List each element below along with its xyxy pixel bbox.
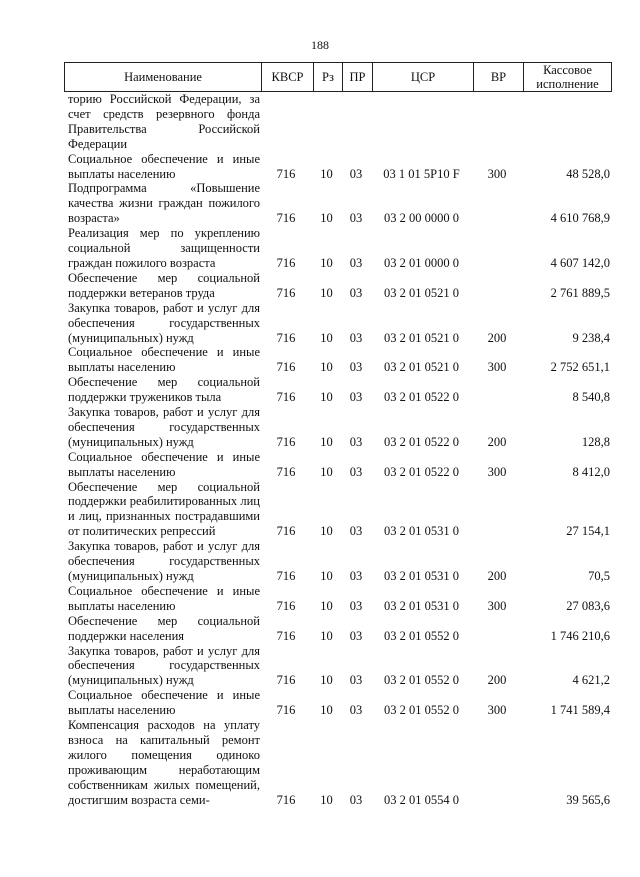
- table-row: [64, 271, 612, 301]
- row-rz: 10: [320, 792, 333, 807]
- row-pr: 03: [349, 524, 363, 539]
- table-row: [64, 539, 612, 584]
- row-vr: 300: [487, 703, 507, 718]
- row-rz: 10: [320, 285, 333, 300]
- row-kvsr: 716: [276, 434, 296, 449]
- row-name: Подпрограмма «Повышение качества жизни граждан пожилого возраста»: [68, 181, 260, 226]
- budget-table: [64, 62, 612, 808]
- row-sum: 70,5: [588, 569, 610, 583]
- row-pr: 03: [349, 464, 363, 479]
- row-vr: 200: [487, 330, 507, 345]
- row-sum: 27 083,6: [566, 598, 610, 613]
- row-sum: 8 540,8: [572, 390, 610, 405]
- row-kvsr: 716: [276, 524, 296, 539]
- row-sum: 2 752 651,1: [550, 360, 610, 375]
- row-kvsr: 716: [276, 598, 296, 613]
- row-sum: 1 746 210,6: [550, 628, 610, 643]
- row-csr: 03 2 01 0531 0: [384, 524, 459, 539]
- row-sum: 4 607 142,0: [550, 255, 610, 270]
- row-csr: 03 2 01 0522 0: [384, 390, 459, 405]
- row-kvsr: 716: [276, 464, 296, 479]
- row-pr: 03: [349, 569, 363, 583]
- row-csr: 03 2 01 0552 0: [384, 673, 459, 688]
- row-sum: 9 238,4: [572, 330, 610, 345]
- row-csr: 03 2 01 0521 0: [384, 285, 459, 300]
- row-kvsr: 716: [276, 211, 296, 226]
- row-csr: 03 2 01 0521 0: [384, 330, 459, 345]
- row-vr: 300: [487, 464, 507, 479]
- table-row: [64, 405, 612, 450]
- row-kvsr: 716: [276, 255, 296, 270]
- row-kvsr: 716: [276, 285, 296, 300]
- row-rz: 10: [320, 434, 333, 449]
- row-csr: 03 2 01 0554 0: [384, 792, 459, 807]
- row-pr: 03: [349, 166, 363, 181]
- header-rz: Рз: [313, 63, 342, 91]
- row-pr: 03: [349, 792, 363, 807]
- row-csr: 03 2 01 0531 0: [384, 598, 459, 613]
- row-vr: 300: [487, 360, 507, 375]
- row-rz: 10: [320, 464, 333, 479]
- row-pr: 03: [349, 390, 363, 405]
- row-rz: 10: [320, 598, 333, 613]
- row-name: Обеспечение мер социальной поддержки ветеранов труда: [68, 270, 260, 300]
- table-row: [64, 301, 612, 346]
- row-rz: 10: [320, 166, 333, 181]
- row-kvsr: 716: [276, 703, 296, 718]
- table-row: [64, 480, 612, 540]
- row-pr: 03: [349, 211, 363, 226]
- row-kvsr: 716: [276, 330, 296, 345]
- row-csr: 03 2 01 0000 0: [384, 255, 459, 270]
- table-row: [64, 375, 612, 405]
- row-pr: 03: [349, 703, 363, 718]
- row-pr: 03: [349, 673, 363, 688]
- header-name: Наименование: [124, 70, 202, 84]
- row-csr: 03 2 01 0552 0: [384, 628, 459, 643]
- row-name: торию Российской Федерации, за счет средств резервного фонда Правительства Российской Федерации: [68, 92, 260, 151]
- row-name: Закупка товаров, работ и услуг для обеспечения государственных (муниципальных) нужд: [68, 300, 260, 345]
- row-pr: 03: [349, 360, 363, 375]
- row-vr: 200: [487, 673, 507, 688]
- row-csr: 03 2 01 0521 0: [384, 360, 459, 375]
- row-kvsr: 716: [276, 360, 296, 375]
- row-sum: 128,8: [581, 434, 610, 449]
- row-rz: 10: [320, 524, 333, 539]
- row-name: Реализация мер по укреплению социальной защищенности граждан пожилого возраста: [68, 226, 260, 270]
- row-rz: 10: [320, 673, 333, 688]
- table-row: [64, 688, 612, 718]
- table-header: [64, 62, 612, 92]
- row-csr: 03 1 01 5Р10 F: [383, 166, 460, 181]
- row-sum: 48 528,0: [566, 166, 610, 181]
- row-kvsr: 716: [276, 628, 296, 643]
- header-pr: ПР: [342, 63, 372, 91]
- row-sum: 2 761 889,5: [550, 285, 610, 300]
- table-row: [64, 181, 612, 226]
- row-pr: 03: [349, 285, 363, 300]
- table-row: [64, 584, 612, 614]
- table-row: [64, 718, 612, 807]
- header-vr: ВР: [473, 63, 523, 91]
- row-sum: 39 565,6: [566, 792, 610, 807]
- row-kvsr: 716: [276, 673, 296, 688]
- row-name: Компенсация расходов на уплату взноса на капитальный ремонт жилого помещения одиноко проживающим неработающим собственникам жилых помещений, достигшим возраста семи-: [68, 718, 260, 807]
- row-sum: 4 610 768,9: [550, 211, 610, 226]
- row-kvsr: 716: [276, 166, 296, 181]
- row-csr: 03 2 00 0000 0: [384, 211, 459, 226]
- row-name: Обеспечение мер социальной поддержки тружеников тыла: [68, 375, 260, 405]
- row-csr: 03 2 01 0522 0: [384, 464, 459, 479]
- table-body: [64, 92, 612, 808]
- row-sum: 4 621,2: [572, 673, 610, 688]
- row-sum: 8 412,0: [572, 464, 610, 479]
- row-name: Обеспечение мер социальной поддержки реабилитированных лиц и лиц, признанных пострадавшими от политических репрессий: [68, 479, 260, 539]
- row-pr: 03: [349, 628, 363, 643]
- row-sum: 1 741 589,4: [550, 703, 610, 718]
- table-row: [64, 226, 612, 271]
- row-name: Закупка товаров, работ и услуг для обеспечения государственных (муниципальных) нужд: [68, 643, 260, 688]
- row-rz: 10: [320, 360, 333, 375]
- table-row: [64, 644, 612, 689]
- header-sum: Кассовое исполнение: [523, 63, 611, 91]
- table-row: [64, 614, 612, 644]
- row-rz: 10: [320, 628, 333, 643]
- row-rz: 10: [320, 569, 333, 583]
- row-name: Социальное обеспечение и иные выплаты населению: [68, 151, 260, 181]
- row-kvsr: 716: [276, 569, 296, 583]
- header-csr: ЦСР: [372, 63, 473, 91]
- row-vr: 300: [487, 598, 507, 613]
- row-name: Социальное обеспечение и иные выплаты населению: [68, 688, 260, 718]
- row-sum: 27 154,1: [566, 524, 610, 539]
- table-row: [64, 450, 612, 480]
- row-rz: 10: [320, 390, 333, 405]
- row-kvsr: 716: [276, 792, 296, 807]
- row-csr: 03 2 01 0531 0: [384, 569, 459, 583]
- row-rz: 10: [320, 255, 333, 270]
- row-name: Социальное обеспечение и иные выплаты населению: [68, 345, 260, 375]
- row-pr: 03: [349, 330, 363, 345]
- row-kvsr: 716: [276, 390, 296, 405]
- row-csr: 03 2 01 0552 0: [384, 703, 459, 718]
- row-pr: 03: [349, 434, 363, 449]
- row-rz: 10: [320, 330, 333, 345]
- row-vr: 200: [487, 569, 507, 583]
- row-csr: 03 2 01 0522 0: [384, 434, 459, 449]
- row-pr: 03: [349, 598, 363, 613]
- header-kvsr: КВСР: [261, 63, 313, 91]
- row-rz: 10: [320, 211, 333, 226]
- row-name: Обеспечение мер социальной поддержки населения: [68, 613, 260, 643]
- table-row: [64, 345, 612, 375]
- row-rz: 10: [320, 703, 333, 718]
- row-name: Социальное обеспечение и иные выплаты населению: [68, 583, 260, 613]
- table-row: [64, 92, 612, 152]
- row-vr: 200: [487, 434, 507, 449]
- table-row: [64, 152, 612, 182]
- page-number: 188: [311, 38, 329, 52]
- row-name: Закупка товаров, работ и услуг для обеспечения государственных (муниципальных) нужд: [68, 539, 260, 583]
- row-vr: 300: [487, 166, 507, 181]
- row-pr: 03: [349, 255, 363, 270]
- row-name: Социальное обеспечение и иные выплаты населению: [68, 449, 260, 479]
- row-name: Закупка товаров, работ и услуг для обеспечения государственных (муниципальных) нужд: [68, 405, 260, 449]
